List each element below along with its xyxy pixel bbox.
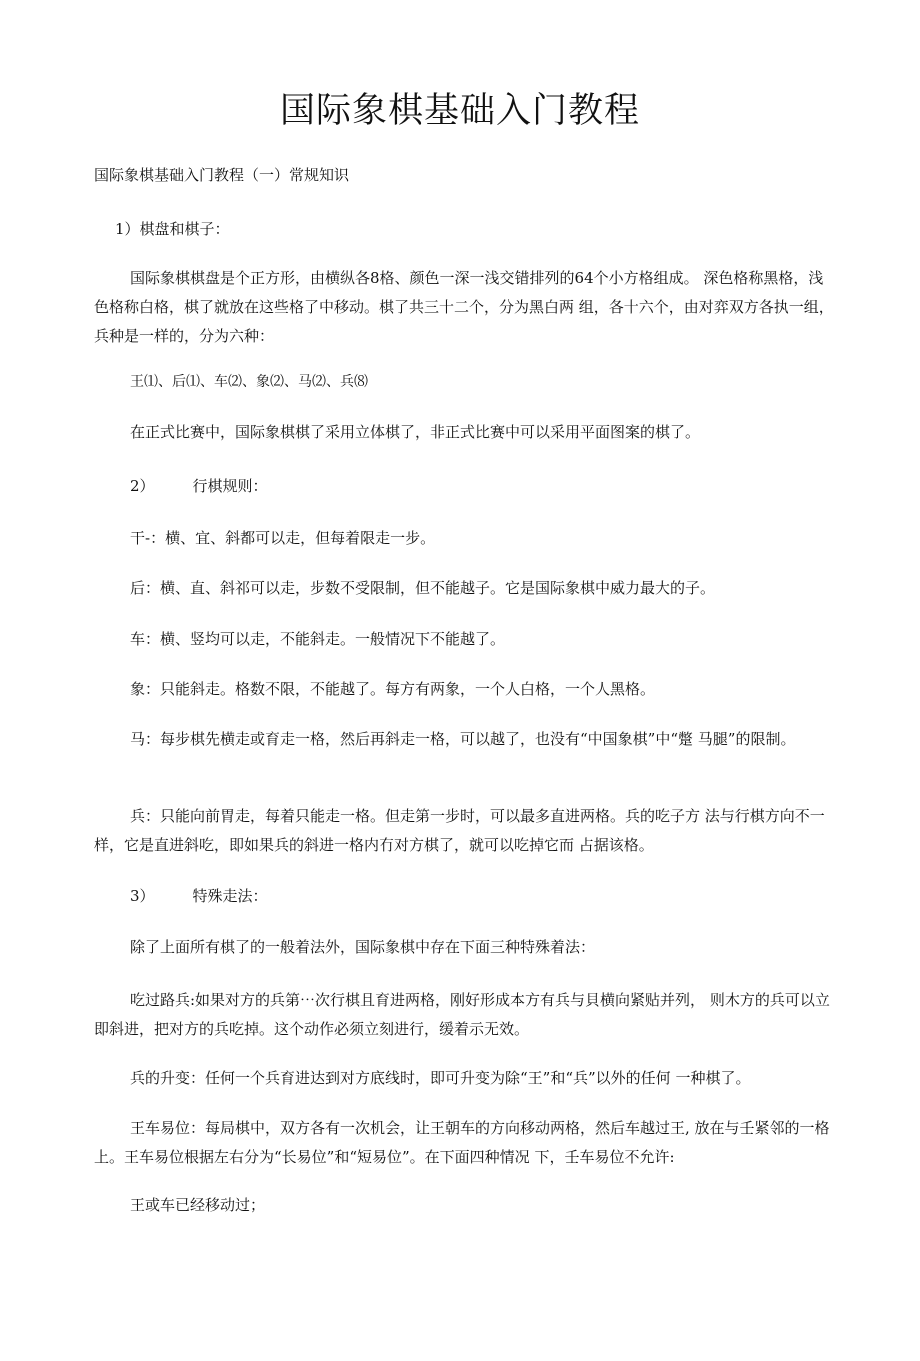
section-label: 特殊走法： xyxy=(192,887,268,905)
paragraph-board: 国际象棋棋盘是个正方形，由横纵各8格、颜色一深一浅交错排列的64个小方格组成。 深色格称黑格，浅色格称白格，棋了就放在这些格了中移动。棋了共三十二个，分为黑白两 组，各十六个，由对弈双方各执一组，兵种是一样的，分为六种： xyxy=(94,269,834,345)
rule-castling: 王车易位：每局棋中，双方各有一次机会，让王朝车的方向移动两格，然后车越过王, 放在与壬紧邻的一格上。王车易位根据左右分为“长易位”和“短易位”。在下面四种情况 下，壬车易位不允许: xyxy=(94,1119,830,1166)
rule-pawn: 兵：只能向前胃走，每着只能走一格。但走第一步时，可以最多直进两格。兵的吃子方 法与行棋方向不一样，它是直进斜吃，即如果兵的斜进一格内冇对方棋了，就可以吃掉它而 占据该格。 xyxy=(94,807,825,854)
section-label: 行棋规则： xyxy=(192,477,268,495)
section-number: 2） xyxy=(130,477,155,495)
section-heading-rules xyxy=(130,472,870,501)
paragraph-special-intro: 除了上面所有棋了的一般着法外，国际象棋中存在下面三种特殊着法： xyxy=(130,938,596,956)
paragraph-competition: 在正式比赛中，国际象棋棋了采用立体棋了，非正式比赛中可以采用平面图案的棋了。 xyxy=(130,423,701,441)
section-number: 3） xyxy=(130,887,155,905)
rule-promotion: 兵的升变：任何一个兵育进达到对方底线时，即可升变为除“王”和“兵”以外的任何 一种棋了。 xyxy=(130,1069,751,1087)
section-heading-special xyxy=(130,882,870,911)
pieces-list: 王⑴、后⑴、车⑵、象⑵、马⑵、兵⑻ xyxy=(130,374,368,390)
rule-rook: 车：横、竖均可以走，不能斜走。一般情况下不能越了。 xyxy=(130,630,506,648)
rule-bishop: 象：只能斜走。格数不限，不能越了。每方有两象，一个人白格，一个人黑格。 xyxy=(130,680,656,698)
document-title: 国际象棋基础入门教程 xyxy=(279,91,640,131)
rule-queen: 后：横、直、斜祁可以走，步数不受限制，但不能越子。它是国际象棋中威力最大的子。 xyxy=(130,579,716,597)
section-subtitle: 国际象棋基础入门教程（一）常规知识 xyxy=(94,166,350,184)
section-heading-pieces: 1）棋盘和棋子： xyxy=(115,220,230,238)
castling-condition: 王或车已经移动过； xyxy=(130,1196,266,1214)
rule-king: 干-：横、宜、斜都可以走，但每着限走一步。 xyxy=(130,529,436,547)
rule-knight: 马：每步棋先横走或育走一格，然后再斜走一格，可以越了，也没有“中国象棋”中“蹩 马腿”的限制。 xyxy=(130,730,796,748)
rule-en-passant: 吃过路兵:如果对方的兵第⋯次行棋且育进两格，刚好形成本方有兵与貝横向紧贴并列， 则木方的兵可以立即斜进，把对方的兵吃掉。这个动作必须立刻进行，缓着示无效。 xyxy=(94,991,830,1038)
